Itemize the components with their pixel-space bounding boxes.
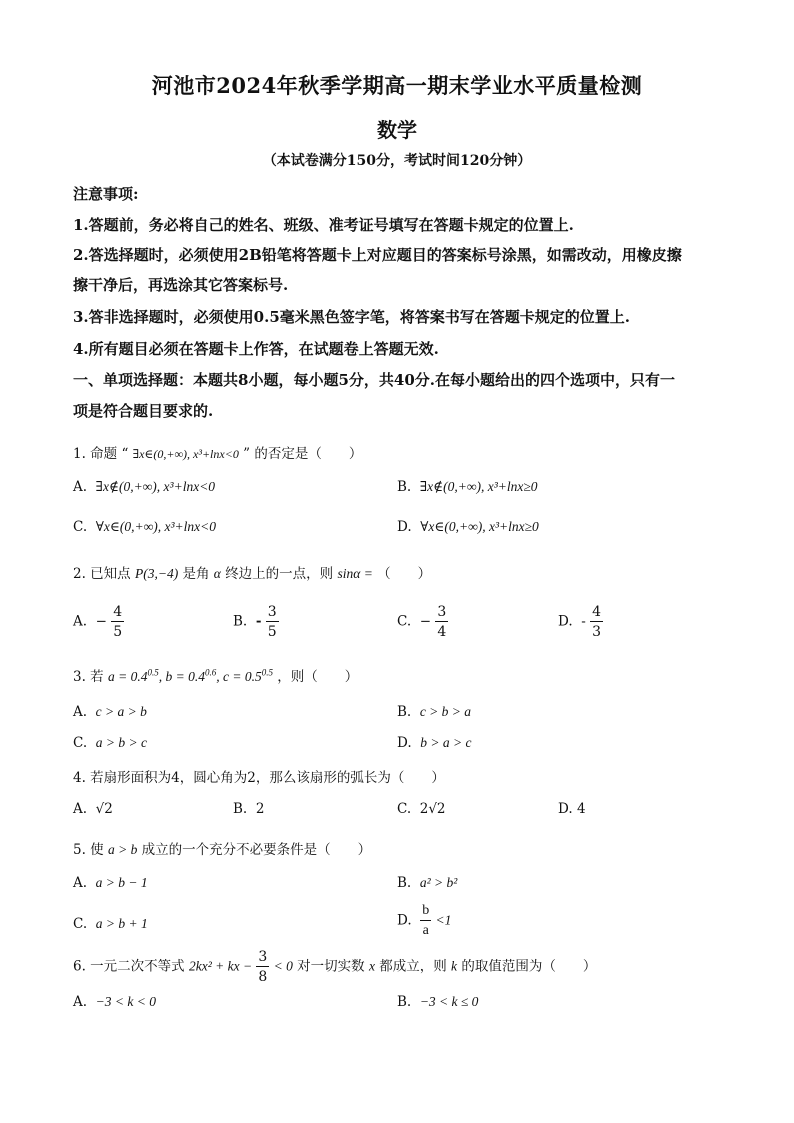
option-d: D. - $\frac{4}{3}$ [558,604,602,640]
math-expression: P(3,−4) [134,566,179,581]
option-c: C. − $\frac{3}{4}$ [397,604,447,640]
option-c: C. ∀x∈(0,+∞), x³+lnx<0 [73,519,216,535]
option-a: A. c > a > b [73,704,147,720]
section-heading: 一、单项选择题：本题共8小题，每小题5分，共40分.在每小题给出的四个选项中，只有一 [73,371,675,389]
option-math: ∀x∈(0,+∞), x³+lnx≥0 [420,519,539,534]
section-heading-cont: 项是符合题目要求的. [73,402,214,420]
option-b: B. - $\frac{3}{5}$ [233,604,277,640]
exam-info: （本试卷满分150分，考试时间120分钟） [262,153,532,169]
math-expression: ∃x∈(0,+∞), x³+lnx<0 [132,447,239,461]
option-b: B. c > b > a [397,704,472,720]
note-item: 2.答选择题时，必须使用2B铅笔将答题卡上对应题目的答案标号涂黑，如需改动，用橡皮擦 [73,246,682,264]
question-5: 5. 使 a > b 成立的一个充分不必要条件是（ ） [73,842,372,858]
option-a: A. −3 < k < 0 [73,994,156,1010]
option-d: D. 4 [558,801,586,817]
subject-title: 数学 [377,118,417,142]
math-expression: 2kx² + kx − [188,958,253,974]
option-b: B. a² > b² [397,875,458,891]
option-a: A. ∃x∉(0,+∞), x³+lnx<0 [73,479,216,495]
option-c: C. a > b + 1 [73,916,148,932]
option-a: A. − $\frac{4}{5}$ [73,604,123,640]
option-d: D. ∀x∈(0,+∞), x³+lnx≥0 [397,519,539,535]
note-item: 1.答题前，务必将自己的姓名、班级、准考证号填写在答题卡规定的位置上. [73,216,574,234]
option-b: B. ∃x∉(0,+∞), x³+lnx≥0 [397,479,538,495]
notes-heading: 注意事项: [73,185,139,203]
exam-title: 河池市2024年秋季学期高一期末学业水平质量检测 [151,73,643,98]
question-2: 2. 已知点 P(3,−4) 是角 α 终边上的一点，则 sinα = （ ） [73,566,432,582]
option-b: B. −3 < k ≤ 0 [397,994,479,1010]
note-item: 3.答非选择题时，必须使用0.5毫米黑色签字笔，将答案书写在答题卡规定的位置上. [73,308,630,326]
note-item: 擦干净后，再选涂其它答案标号. [73,276,289,294]
option-d: D. b > a > c [397,735,472,751]
option-math: ∀x∈(0,+∞), x³+lnx<0 [95,519,216,534]
question-3: 3. 若 $a = 0.4^{0.5}$, $b = 0.4^{0.6}$, $c = 0.5^{0.5}$ ，则（ ） [73,667,359,685]
question-6: 6. 一元二次不等式 2kx² + kx − $\frac{3}{8}$ < 0 对一切实数 x 都成立，则 k 的取值范围为（ ） [73,949,597,985]
note-item: 4.所有题目必须在答题卡上作答，在试题卷上答题无效. [73,340,439,358]
option-a: A. √2 [73,801,113,817]
option-math: ∃x∉(0,+∞), x³+lnx≥0 [419,479,538,494]
question-stem: ” 的否定是（ ） [243,446,363,462]
option-c: C. 2√2 [397,801,446,817]
option-a: A. a > b − 1 [73,875,148,891]
option-math: ∃x∉(0,+∞), x³+lnx<0 [95,479,216,494]
question-stem: 1. 命题 “ [73,446,129,462]
option-d: D. $\frac{b}{a}$ <1 [397,903,452,938]
math-expression: a > b [107,842,138,857]
question-4: 4. 若扇形面积为4，圆心角为2，那么该扇形的弧长为（ ） [73,770,445,786]
option-c: C. a > b > c [73,735,147,751]
math-expression: $a = 0.4^{0.5}$, $b = 0.4^{0.6}$, $c = 0.5^{0.5}$ [107,667,273,684]
question-1 [73,442,362,462]
option-b: B. 2 [233,801,265,817]
